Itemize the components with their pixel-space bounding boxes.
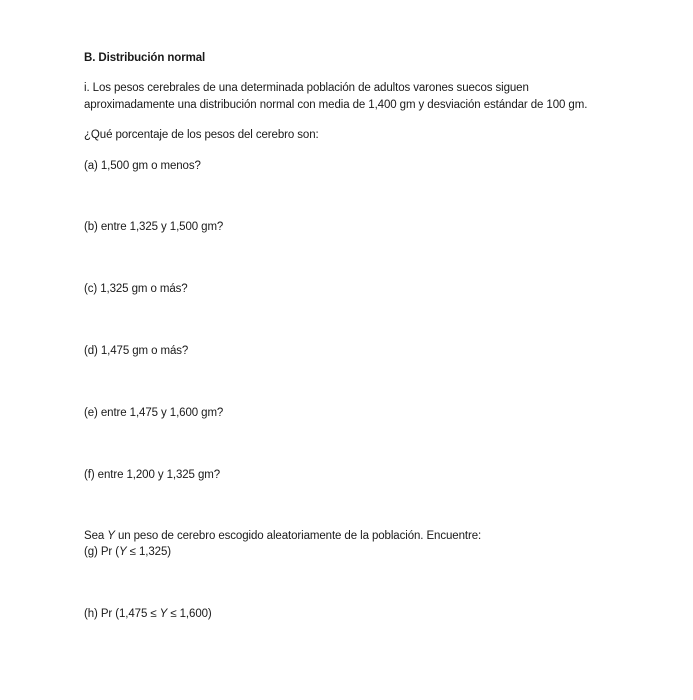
part-h-pre: (h) Pr (1,475 ≤ (84, 608, 160, 620)
part-g-post: ≤ 1,325) (126, 546, 171, 558)
random-variable-prefix: Sea (84, 530, 108, 542)
part-g-pre: (g) Pr ( (84, 546, 119, 558)
problem-intro-line-2: aproximadamente una distribución normal con media de 1,400 gm y desviación estándar de 100 gm. (84, 99, 588, 111)
part-b: (b) entre 1,325 y 1,500 gm? (84, 221, 224, 233)
part-g-var: Y (118, 546, 127, 558)
part-f: (f) entre 1,200 y 1,325 gm? (84, 469, 221, 481)
part-a: (a) 1,500 gm o menos? (84, 160, 201, 172)
problem-intro-line-1: i. Los pesos cerebrales de una determinada población de adultos varones suecos siguen (84, 82, 529, 94)
part-e: (e) entre 1,475 y 1,600 gm? (84, 407, 224, 419)
part-c: (c) 1,325 gm o más? (84, 283, 188, 295)
part-h (84, 606, 212, 622)
problem-question: ¿Qué porcentaje de los pesos del cerebro son: (84, 129, 319, 141)
random-variable-statement (84, 528, 481, 544)
random-variable-symbol: Y (107, 530, 115, 542)
part-d: (d) 1,475 gm o más? (84, 345, 189, 357)
part-h-var: Y (159, 608, 168, 620)
part-h-post: ≤ 1,600) (167, 608, 212, 620)
section-title: B. Distribución normal (84, 52, 206, 64)
part-g (84, 544, 171, 560)
random-variable-suffix: un peso de cerebro escogido aleatoriamente de la población. Encuentre: (114, 530, 482, 542)
